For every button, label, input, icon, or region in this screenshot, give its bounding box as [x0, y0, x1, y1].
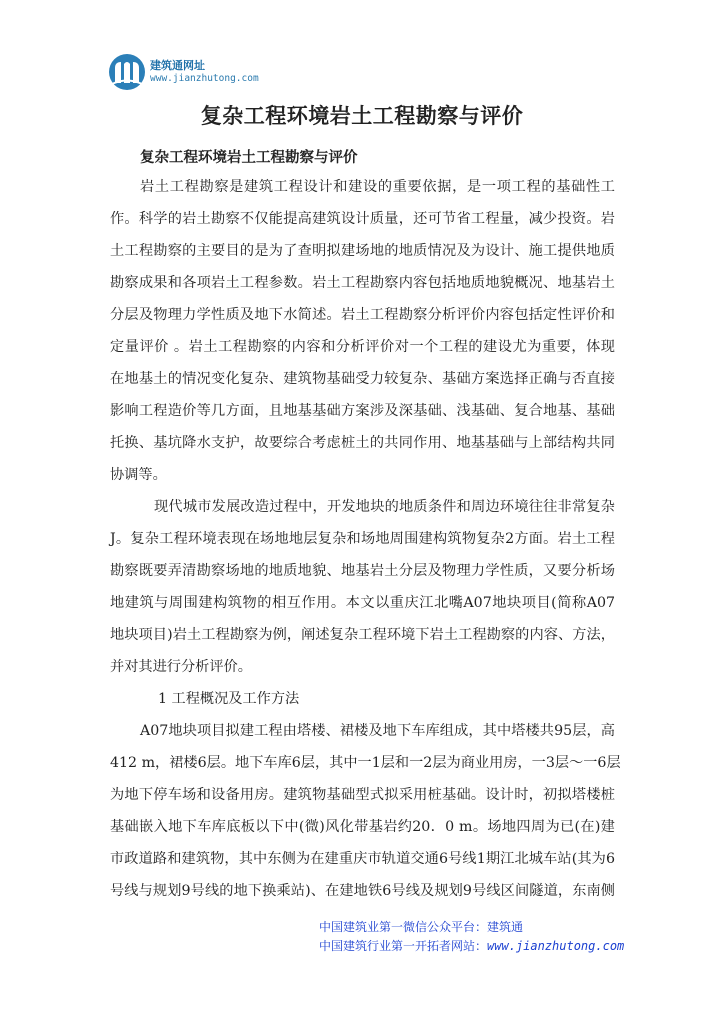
- body-line: 分层及物理力学性质及地下水简述。岩土工程勘察分析评价内容包括定性评价和: [110, 307, 615, 323]
- body-line: 市政道路和建筑物，其中东侧为在建重庆市轨道交通6号线1期江北城车站(其为6: [110, 851, 615, 867]
- footer-website-line: [319, 937, 624, 954]
- body-line: 为地下停车场和设备用房。建筑物基础型式拟采用桩基础。设计时，初拟塔楼桩: [110, 787, 615, 803]
- body-line: 勘察既要弄清勘察场地的地质地貌、地基岩土分层及物理力学性质，又要分析场: [110, 563, 615, 579]
- section-subtitle: 复杂工程环境岩土工程勘察与评价: [140, 149, 358, 166]
- body-line: 土工程勘察的主要目的是为了查明拟建场地的地质情况及为设计、施工提供地质: [110, 243, 615, 259]
- page-title: 复杂工程环境岩土工程勘察与评价: [200, 103, 524, 128]
- body-line: A07地块项目拟建工程由塔楼、裙楼及地下车库组成，其中塔楼共95层，高: [140, 723, 615, 739]
- footer-website-link[interactable]: www.jianzhutong.com: [487, 939, 625, 953]
- body-line: J。复杂工程环境表现在场地地层复杂和场地周围建构筑物复杂2方面。岩土工程: [110, 531, 615, 547]
- body-line: 在地基土的情况变化复杂、建筑物基础受力较复杂、基础方案选择正确与否直接: [110, 371, 615, 387]
- body-line: 影响工程造价等几方面，且地基基础方案涉及深基础、浅基础、复合地基、基础: [110, 403, 615, 419]
- building-logo-icon: [108, 53, 146, 91]
- footer-wechat-line: 中国建筑业第一微信公众平台：建筑通: [319, 920, 524, 934]
- body-line: 地建筑与周围建构筑物的相互作用。本文以重庆江北嘴A07地块项目(简称A07: [110, 595, 615, 611]
- body-line: 托换、基坑降水支护，故要综合考虑桩土的共同作用、地基基础与上部结构共同: [110, 435, 615, 451]
- body-line: 基础嵌入地下车库底板以下中(微)风化带基岩约20．0 m。场地四周为已(在)建: [110, 819, 615, 835]
- logo-name: 建筑通网址: [150, 59, 205, 72]
- body-line: 并对其进行分析评价。: [110, 659, 252, 675]
- body-line: 412 m，裙楼6层。地下车库6层，其中一1层和一2层为商业用房，一3层～一6层: [110, 755, 621, 771]
- body-line: 作。科学的岩土勘察不仅能提高建筑设计质量，还可节省工程量，减少投资。岩: [110, 211, 615, 227]
- body-line: 号线与规划9号线的地下换乘站)、在建地铁6号线及规划9号线区间隧道，东南侧: [110, 883, 615, 899]
- footer-website-label: 中国建筑行业第一开拓者网站：: [319, 939, 488, 953]
- body-line: 定量评价 。岩土工程勘察的内容和分析评价对一个工程的建设尤为重要，体现: [110, 339, 615, 355]
- body-line: 勘察成果和各项岩土工程参数。岩土工程勘察内容包括地质地貌概况、地基岩土: [110, 275, 615, 291]
- body-line: 岩土工程勘察是建筑工程设计和建设的重要依据，是一项工程的基础性工: [140, 179, 615, 195]
- body-line: 现代城市发展改造过程中，开发地块的地质条件和周边环境往往非常复杂: [154, 499, 615, 515]
- body-line: 地块项目)岩土工程勘察为例，阐述复杂工程环境下岩土工程勘察的内容、方法，: [110, 627, 615, 643]
- section-heading: 1 工程概况及工作方法: [158, 691, 300, 707]
- body-line: 协调等。: [110, 467, 167, 483]
- logo-url: www.jianzhutong.com: [150, 73, 259, 84]
- site-logo: [108, 53, 278, 93]
